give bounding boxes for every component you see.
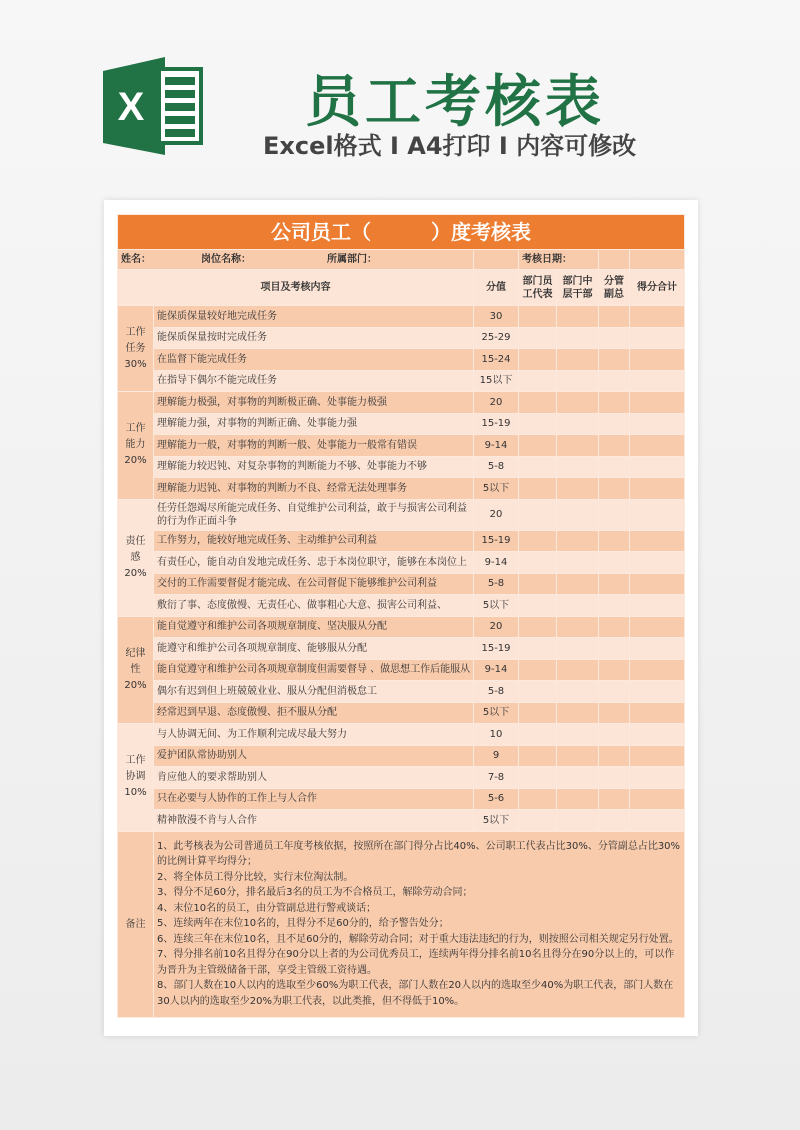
staff-rep-score-input[interactable] <box>519 370 557 392</box>
note-item: 7、得分排名前10名且得分在90分以上者的为公司优秀员工，连续两年得分排名前10名且得分在90分以上的，可以作为晋升为主管级储备干部，享受主管级工资待遇。 <box>157 949 675 976</box>
middle-mgr-score-input[interactable] <box>557 327 599 349</box>
total-score-input[interactable] <box>630 616 685 638</box>
vp-score-input[interactable] <box>599 810 630 832</box>
vp-score-input[interactable] <box>599 552 630 574</box>
info-blank[interactable] <box>474 250 519 270</box>
total-score-input[interactable] <box>630 659 685 681</box>
criteria-cell: 理解能力较迟钝、对复杂事物的判断能力不够、处事能力不够 <box>154 456 474 478</box>
total-score-input[interactable] <box>630 327 685 349</box>
table-row <box>118 306 685 328</box>
date-value[interactable] <box>599 250 630 270</box>
score-cell: 10 <box>474 724 519 746</box>
vp-score-input[interactable] <box>599 349 630 371</box>
total-score-input[interactable] <box>630 745 685 767</box>
score-cell: 20 <box>474 499 519 530</box>
vp-score-input[interactable] <box>599 767 630 789</box>
note-item: 6、连续三年在末位10名，且不足60分的，解除劳动合同；对于重大违法违纪的行为，则按照公司相关规定另行处置。 <box>157 933 679 945</box>
score-cell: 15-24 <box>474 349 519 371</box>
table-row <box>118 456 685 478</box>
total-score-input[interactable] <box>630 392 685 414</box>
vp-score-input[interactable] <box>599 306 630 328</box>
staff-rep-score-input[interactable] <box>519 499 557 530</box>
total-score-input[interactable] <box>630 573 685 595</box>
notes-label: 备注 <box>118 831 154 1017</box>
score-cell: 9-14 <box>474 435 519 457</box>
total-score-input[interactable] <box>630 370 685 392</box>
notes-cell <box>154 831 685 1017</box>
table-row <box>118 499 685 530</box>
total-score-input[interactable] <box>630 349 685 371</box>
vp-score-input[interactable] <box>599 638 630 660</box>
criteria-cell: 肯应他人的要求帮助别人 <box>154 767 474 789</box>
vp-score-input[interactable] <box>599 392 630 414</box>
middle-mgr-score-input[interactable] <box>557 573 599 595</box>
total-score-input[interactable] <box>630 681 685 703</box>
total-score-input[interactable] <box>630 456 685 478</box>
position-label: 岗位名称： <box>201 254 251 265</box>
score-cell: 15以下 <box>474 370 519 392</box>
criteria-cell: 与人协调无间、为工作顺利完成尽最大努力 <box>154 724 474 746</box>
middle-mgr-score-input[interactable] <box>557 552 599 574</box>
staff-rep-score-input[interactable] <box>519 724 557 746</box>
appraisal-table <box>117 214 685 1018</box>
total-score-input[interactable] <box>630 435 685 457</box>
vp-score-input[interactable] <box>599 413 630 435</box>
date-blank[interactable] <box>630 250 685 270</box>
vp-score-input[interactable] <box>599 435 630 457</box>
middle-mgr-score-input[interactable] <box>557 767 599 789</box>
score-cell: 30 <box>474 306 519 328</box>
total-score-input[interactable] <box>630 530 685 552</box>
note-item: 3、得分不足60分，排名最后3名的员工为不合格员工，解除劳动合同； <box>157 887 473 899</box>
excel-logo-icon <box>103 57 203 155</box>
info-row[interactable] <box>118 250 474 270</box>
score-cell: 20 <box>474 392 519 414</box>
total-score-input[interactable] <box>630 595 685 617</box>
table-row <box>118 616 685 638</box>
staff-rep-score-input[interactable] <box>519 702 557 724</box>
page-subtitle: Excel格式 I A4打印 I 内容可修改 <box>263 132 637 160</box>
vp-score-input[interactable] <box>599 681 630 703</box>
staff-rep-score-input[interactable] <box>519 810 557 832</box>
vp-score-input[interactable] <box>599 499 630 530</box>
table-row <box>118 413 685 435</box>
vp-score-input[interactable] <box>599 659 630 681</box>
staff-rep-score-input[interactable] <box>519 413 557 435</box>
middle-mgr-score-input[interactable] <box>557 499 599 530</box>
col-header-score: 分值 <box>474 270 519 306</box>
col-header-middle-mgr: 部门中层干部 <box>557 270 599 306</box>
vp-score-input[interactable] <box>599 702 630 724</box>
department-label: 所属部门： <box>327 254 377 265</box>
criteria-cell: 能保质保量按时完成任务 <box>154 327 474 349</box>
score-cell: 5以下 <box>474 478 519 500</box>
table-row <box>118 659 685 681</box>
score-cell: 5以下 <box>474 810 519 832</box>
middle-mgr-score-input[interactable] <box>557 478 599 500</box>
middle-mgr-score-input[interactable] <box>557 530 599 552</box>
criteria-cell: 经常迟到早退、态度傲慢、拒不服从分配 <box>154 702 474 724</box>
vp-score-input[interactable] <box>599 456 630 478</box>
middle-mgr-score-input[interactable] <box>557 306 599 328</box>
middle-mgr-score-input[interactable] <box>557 595 599 617</box>
middle-mgr-score-input[interactable] <box>557 413 599 435</box>
category-cell: 责任感20% <box>118 499 154 616</box>
total-score-input[interactable] <box>630 724 685 746</box>
criteria-cell: 交付的工作需要督促才能完成、在公司督促下能够维护公司利益 <box>154 573 474 595</box>
table-title: 公司员工（ ）度考核表 <box>118 215 685 250</box>
score-cell: 15-19 <box>474 638 519 660</box>
table-row <box>118 681 685 703</box>
table-row <box>118 767 685 789</box>
table-row <box>118 573 685 595</box>
middle-mgr-score-input[interactable] <box>557 616 599 638</box>
criteria-cell: 理解能力迟钝、对事物的判断力不良、经常无法处理事务 <box>154 478 474 500</box>
middle-mgr-score-input[interactable] <box>557 435 599 457</box>
total-score-input[interactable] <box>630 478 685 500</box>
staff-rep-score-input[interactable] <box>519 392 557 414</box>
total-score-input[interactable] <box>630 702 685 724</box>
staff-rep-score-input[interactable] <box>519 767 557 789</box>
table-row <box>118 788 685 810</box>
total-score-input[interactable] <box>630 810 685 832</box>
criteria-cell: 只在必要与人协作的工作上与人合作 <box>154 788 474 810</box>
criteria-cell: 爱护团队常协助别人 <box>154 745 474 767</box>
col-header-vp: 分管副总 <box>599 270 630 306</box>
total-score-input[interactable] <box>630 638 685 660</box>
category-cell: 纪律性20% <box>118 616 154 724</box>
score-cell: 5-8 <box>474 456 519 478</box>
middle-mgr-score-input[interactable] <box>557 788 599 810</box>
criteria-cell: 有责任心，能自动自发地完成任务、忠于本岗位职守，能够在本岗位上 <box>154 552 474 574</box>
staff-rep-score-input[interactable] <box>519 595 557 617</box>
score-cell: 5-8 <box>474 573 519 595</box>
criteria-cell: 能自觉遵守和维护公司各项规章制度、坚决服从分配 <box>154 616 474 638</box>
vp-score-input[interactable] <box>599 370 630 392</box>
middle-mgr-score-input[interactable] <box>557 638 599 660</box>
table-row <box>118 810 685 832</box>
criteria-cell: 理解能力极强，对事物的判断极正确、处事能力极强 <box>154 392 474 414</box>
note-item: 8、部门人数在10人以内的选取至少60%为职工代表，部门人数在20人以内的选取至少40%为职工代表，部门人数在30人以内的选取至少20%为职工代表，以此类推，但不得低于10%。 <box>157 980 674 1007</box>
score-cell: 9 <box>474 745 519 767</box>
note-item: 1、此考核表为公司普通员工年度考核依据，按照所在部门得分占比40%、公司职工代表占比30%、分管副总占比30%的比例计算平均得分； <box>157 840 681 868</box>
note-item: 5、连续两年在末位10名的，且得分不足60分的，给予警告处分； <box>157 918 449 930</box>
middle-mgr-score-input[interactable] <box>557 456 599 478</box>
criteria-cell: 能保质保量较好地完成任务 <box>154 306 474 328</box>
vp-score-input[interactable] <box>599 327 630 349</box>
col-header-total: 得分合计 <box>630 270 685 306</box>
vp-score-input[interactable] <box>599 724 630 746</box>
score-cell: 9-14 <box>474 552 519 574</box>
criteria-cell: 理解能力强，对事物的判断正确、处事能力强 <box>154 413 474 435</box>
middle-mgr-score-input[interactable] <box>557 349 599 371</box>
vp-score-input[interactable] <box>599 478 630 500</box>
staff-rep-score-input[interactable] <box>519 616 557 638</box>
staff-rep-score-input[interactable] <box>519 552 557 574</box>
score-cell: 7-8 <box>474 767 519 789</box>
criteria-cell: 敷衍了事、态度傲慢、无责任心、做事粗心大意、损害公司利益、 <box>154 595 474 617</box>
staff-rep-score-input[interactable] <box>519 327 557 349</box>
score-cell: 9-14 <box>474 659 519 681</box>
score-cell: 5以下 <box>474 595 519 617</box>
vp-score-input[interactable] <box>599 745 630 767</box>
staff-rep-score-input[interactable] <box>519 306 557 328</box>
category-cell: 工作协调10% <box>118 724 154 832</box>
middle-mgr-score-input[interactable] <box>557 370 599 392</box>
table-row <box>118 370 685 392</box>
vp-score-input[interactable] <box>599 573 630 595</box>
table-row <box>118 392 685 414</box>
page-title: 员工考核表 <box>305 70 605 135</box>
criteria-cell: 偶尔有迟到但上班兢兢业业、服从分配但消极怠工 <box>154 681 474 703</box>
col-header-content: 项目及考核内容 <box>118 270 474 306</box>
table-row <box>118 349 685 371</box>
total-score-input[interactable] <box>630 788 685 810</box>
criteria-cell: 理解能力一般，对事物的判断一般、处事能力一般常有错误 <box>154 435 474 457</box>
note-item: 4、末位10名的员工，由分管副总进行警戒谈话； <box>157 902 377 914</box>
total-score-input[interactable] <box>630 499 685 530</box>
criteria-cell: 工作努力，能较好地完成任务、主动维护公司利益 <box>154 530 474 552</box>
table-row <box>118 702 685 724</box>
total-score-input[interactable] <box>630 552 685 574</box>
category-cell: 工作能力20% <box>118 392 154 500</box>
staff-rep-score-input[interactable] <box>519 638 557 660</box>
table-row <box>118 638 685 660</box>
middle-mgr-score-input[interactable] <box>557 724 599 746</box>
table-row <box>118 478 685 500</box>
note-item: 2、将全体员工得分比较，实行末位淘汰制。 <box>157 871 354 883</box>
staff-rep-score-input[interactable] <box>519 573 557 595</box>
table-row <box>118 595 685 617</box>
staff-rep-score-input[interactable] <box>519 530 557 552</box>
total-score-input[interactable] <box>630 413 685 435</box>
middle-mgr-score-input[interactable] <box>557 745 599 767</box>
vp-score-input[interactable] <box>599 616 630 638</box>
score-cell: 25-29 <box>474 327 519 349</box>
middle-mgr-score-input[interactable] <box>557 392 599 414</box>
criteria-cell: 在监督下能完成任务 <box>154 349 474 371</box>
date-label: 考核日期： <box>519 250 599 270</box>
name-label: 姓名： <box>121 254 151 265</box>
score-cell: 20 <box>474 616 519 638</box>
middle-mgr-score-input[interactable] <box>557 810 599 832</box>
vp-score-input[interactable] <box>599 788 630 810</box>
total-score-input[interactable] <box>630 767 685 789</box>
criteria-cell: 能自觉遵守和维护公司各项规章制度但需要督导 、做思想工作后能服从 <box>154 659 474 681</box>
score-cell: 15-19 <box>474 413 519 435</box>
staff-rep-score-input[interactable] <box>519 435 557 457</box>
table-row <box>118 724 685 746</box>
score-cell: 5-6 <box>474 788 519 810</box>
svg-text:X: X <box>117 85 145 129</box>
table-row <box>118 745 685 767</box>
score-cell: 5-8 <box>474 681 519 703</box>
criteria-cell: 精神散漫不肯与人合作 <box>154 810 474 832</box>
col-header-staff-rep: 部门员工代表 <box>519 270 557 306</box>
category-cell: 工作任务30% <box>118 306 154 392</box>
staff-rep-score-input[interactable] <box>519 745 557 767</box>
total-score-input[interactable] <box>630 306 685 328</box>
table-row <box>118 530 685 552</box>
vp-score-input[interactable] <box>599 595 630 617</box>
criteria-cell: 能遵守和维护公司各项规章制度、能够服从分配 <box>154 638 474 660</box>
criteria-cell: 在指导下偶尔不能完成任务 <box>154 370 474 392</box>
middle-mgr-score-input[interactable] <box>557 681 599 703</box>
table-row <box>118 552 685 574</box>
staff-rep-score-input[interactable] <box>519 659 557 681</box>
score-cell: 15-19 <box>474 530 519 552</box>
middle-mgr-score-input[interactable] <box>557 659 599 681</box>
table-row <box>118 435 685 457</box>
criteria-cell: 任劳任怨竭尽所能完成任务、自觉维护公司利益，敢于与损害公司利益的行为作正面斗争 <box>154 499 474 530</box>
vp-score-input[interactable] <box>599 530 630 552</box>
staff-rep-score-input[interactable] <box>519 681 557 703</box>
staff-rep-score-input[interactable] <box>519 478 557 500</box>
middle-mgr-score-input[interactable] <box>557 702 599 724</box>
staff-rep-score-input[interactable] <box>519 456 557 478</box>
staff-rep-score-input[interactable] <box>519 349 557 371</box>
staff-rep-score-input[interactable] <box>519 788 557 810</box>
score-cell: 5以下 <box>474 702 519 724</box>
table-row <box>118 327 685 349</box>
